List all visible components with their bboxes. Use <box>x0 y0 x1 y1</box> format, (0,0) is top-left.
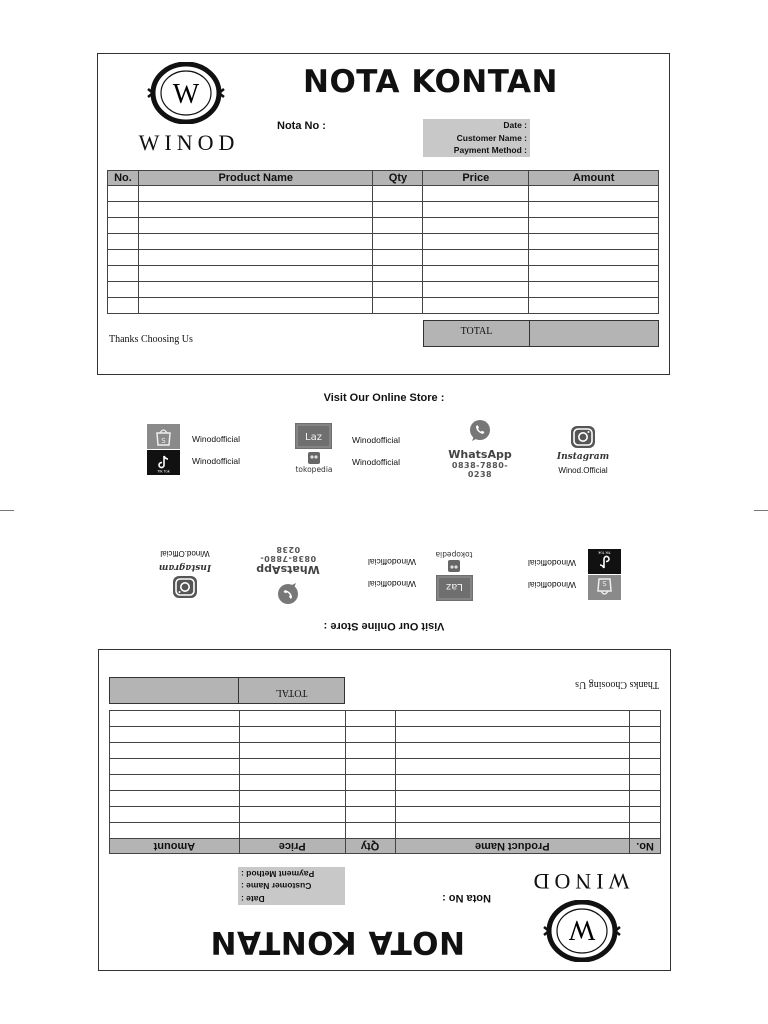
table-cell[interactable] <box>630 775 661 791</box>
svg-text:W: W <box>172 79 200 110</box>
items-table <box>107 170 659 314</box>
table-row <box>108 218 659 234</box>
customer-name-label: Customer Name : <box>456 132 527 143</box>
table-cell[interactable] <box>110 743 240 759</box>
whatsapp-number: 0838-7880-0238 <box>259 545 317 563</box>
table-cell[interactable] <box>395 743 630 759</box>
table-cell[interactable] <box>529 218 659 234</box>
table-cell[interactable] <box>138 266 373 282</box>
col-header-qty: Qty <box>345 839 395 854</box>
whatsapp-block <box>248 545 328 605</box>
table-cell[interactable] <box>239 823 345 839</box>
whatsapp-icon <box>467 419 493 443</box>
table-cell[interactable] <box>108 218 139 234</box>
table-cell[interactable] <box>395 823 630 839</box>
table-cell[interactable] <box>110 807 240 823</box>
col-header-no: No. <box>630 839 661 854</box>
table-cell[interactable] <box>239 727 345 743</box>
instagram-handle: Winod.Official <box>558 466 608 475</box>
visit-store-heading: Visit Our Online Store : <box>323 620 445 632</box>
table-cell[interactable] <box>345 775 395 791</box>
table-cell[interactable] <box>529 250 659 266</box>
table-cell[interactable] <box>423 282 529 298</box>
table-cell[interactable] <box>138 298 373 314</box>
table-cell[interactable] <box>423 186 529 202</box>
invoice-title: NOTA KONTAN <box>210 924 465 960</box>
table-cell[interactable] <box>529 282 659 298</box>
whatsapp-label: WhatsApp <box>448 448 512 461</box>
col-header-no: No. <box>108 171 139 186</box>
lazada-icon <box>436 575 473 601</box>
total-value-field[interactable] <box>110 678 238 703</box>
table-cell[interactable] <box>373 202 423 218</box>
svg-text:Tik Tok: Tik Tok <box>598 550 611 556</box>
table-cell[interactable] <box>423 298 529 314</box>
table-cell[interactable] <box>395 759 630 775</box>
nota-number-label: Nota No : <box>277 120 326 132</box>
thanks-text: Thanks Choosing Us <box>575 679 659 690</box>
table-cell[interactable] <box>108 250 139 266</box>
customer-meta-box <box>238 867 345 905</box>
total-label: TOTAL <box>238 678 344 703</box>
tokopedia-handle: Winodofficial <box>352 457 401 467</box>
shopee-handle: Winodofficial <box>527 580 576 590</box>
table-cell[interactable] <box>529 266 659 282</box>
customer-name-label: Customer Name : <box>241 881 312 892</box>
lazada-handle: Winodofficial <box>352 435 401 445</box>
table-cell[interactable] <box>239 711 345 727</box>
table-cell[interactable] <box>138 250 373 266</box>
table-cell[interactable] <box>630 743 661 759</box>
table-cell[interactable] <box>110 759 240 775</box>
table-cell[interactable] <box>395 727 630 743</box>
table-cell[interactable] <box>345 807 395 823</box>
table-row <box>110 775 661 791</box>
table-row <box>108 234 659 250</box>
table-cell[interactable] <box>630 823 661 839</box>
table-cell[interactable] <box>630 807 661 823</box>
table-row <box>110 759 661 775</box>
total-value-field[interactable] <box>530 321 658 346</box>
tokopedia-handle: Winodofficial <box>367 557 416 567</box>
table-cell[interactable] <box>395 711 630 727</box>
svg-text:tokopedia: tokopedia <box>435 550 473 559</box>
lazada-icon <box>295 423 332 449</box>
svg-text:Tik Tok: Tik Tok <box>157 468 170 474</box>
items-table <box>109 710 661 854</box>
table-cell[interactable] <box>423 234 529 250</box>
date-label: Date : <box>503 120 527 130</box>
table-cell[interactable] <box>373 218 423 234</box>
instagram-icon <box>568 425 598 449</box>
total-label: TOTAL <box>424 321 530 346</box>
tokopedia-icon <box>293 451 335 475</box>
date-label: Date : <box>241 894 265 904</box>
table-row <box>108 186 659 202</box>
visit-store-heading: Visit Our Online Store : <box>323 392 445 404</box>
table-cell[interactable] <box>138 282 373 298</box>
logo-wordmark: WINOD <box>138 130 240 155</box>
table-cell[interactable] <box>110 823 240 839</box>
table-cell[interactable] <box>110 775 240 791</box>
table-cell[interactable] <box>373 282 423 298</box>
table-cell[interactable] <box>239 743 345 759</box>
table-row <box>108 282 659 298</box>
col-header-price: Price <box>423 171 529 186</box>
table-cell[interactable] <box>345 743 395 759</box>
table-cell[interactable] <box>529 234 659 250</box>
tiktok-icon <box>588 549 621 574</box>
table-cell[interactable] <box>630 791 661 807</box>
tiktok-handle: Winodofficial <box>192 456 241 466</box>
svg-text:S: S <box>602 579 607 587</box>
table-cell[interactable] <box>108 282 139 298</box>
instagram-handle: Winod.Official <box>160 549 210 558</box>
tiktok-icon <box>147 450 180 475</box>
table-cell[interactable] <box>529 202 659 218</box>
customer-meta-box <box>423 119 530 157</box>
svg-text:tokopedia: tokopedia <box>295 465 333 474</box>
table-cell[interactable] <box>423 250 529 266</box>
table-cell[interactable] <box>110 711 240 727</box>
table-cell[interactable] <box>423 202 529 218</box>
table-cell[interactable] <box>423 218 529 234</box>
lazada-handle: Winodofficial <box>367 579 416 589</box>
table-cell[interactable] <box>395 807 630 823</box>
table-cell[interactable] <box>108 298 139 314</box>
table-cell[interactable] <box>345 711 395 727</box>
table-cell[interactable] <box>395 775 630 791</box>
thanks-text: Thanks Choosing Us <box>109 334 193 345</box>
table-cell[interactable] <box>345 727 395 743</box>
table-cell[interactable] <box>239 775 345 791</box>
table-cell[interactable] <box>108 202 139 218</box>
table-row <box>110 823 661 839</box>
table-row <box>110 727 661 743</box>
col-header-amount: Amount <box>529 171 659 186</box>
table-cell[interactable] <box>423 266 529 282</box>
table-cell[interactable] <box>373 298 423 314</box>
invoice-title: NOTA KONTAN <box>303 64 558 100</box>
table-cell[interactable] <box>239 807 345 823</box>
total-box <box>109 677 345 704</box>
table-cell[interactable] <box>138 234 373 250</box>
shopee-handle: Winodofficial <box>192 434 241 444</box>
svg-text:Laz: Laz <box>446 581 463 592</box>
total-box <box>423 320 659 347</box>
instagram-block <box>550 425 616 475</box>
table-cell[interactable] <box>529 298 659 314</box>
instagram-icon <box>170 575 200 599</box>
table-cell[interactable] <box>239 791 345 807</box>
payment-method-label: Payment Method : <box>453 145 527 155</box>
table-cell[interactable] <box>138 218 373 234</box>
table-cell[interactable] <box>373 266 423 282</box>
nota-number-label: Nota No : <box>442 892 491 904</box>
table-row <box>108 250 659 266</box>
receipt-bottom-copy-rotated <box>0 512 768 1024</box>
payment-method-label: Payment Method : <box>241 869 315 879</box>
logo-wordmark: WINOD <box>528 869 630 894</box>
svg-text:W: W <box>568 914 596 945</box>
table-row <box>110 711 661 727</box>
table-cell[interactable] <box>345 823 395 839</box>
table-row <box>108 202 659 218</box>
table-cell[interactable] <box>529 186 659 202</box>
table-cell[interactable] <box>110 727 240 743</box>
table-row <box>110 743 661 759</box>
table-row <box>108 266 659 282</box>
col-header-product: Product Name <box>138 171 373 186</box>
instagram-label: Instagram <box>158 562 212 572</box>
table-cell[interactable] <box>110 791 240 807</box>
logo-emblem-icon <box>542 900 622 962</box>
table-row <box>108 298 659 314</box>
whatsapp-number: 0838-7880-0238 <box>451 461 509 479</box>
col-header-product: Product Name <box>395 839 630 854</box>
col-header-amount: Amount <box>110 839 240 854</box>
logo-emblem-icon <box>146 62 226 124</box>
table-cell[interactable] <box>108 234 139 250</box>
table-cell[interactable] <box>395 791 630 807</box>
tokopedia-icon <box>433 549 475 573</box>
table-cell[interactable] <box>345 759 395 775</box>
whatsapp-block <box>440 419 520 479</box>
col-header-qty: Qty <box>373 171 423 186</box>
table-cell[interactable] <box>239 759 345 775</box>
tiktok-handle: Winodofficial <box>527 558 576 568</box>
table-cell[interactable] <box>108 186 139 202</box>
table-cell[interactable] <box>373 186 423 202</box>
table-row <box>110 791 661 807</box>
table-cell[interactable] <box>138 202 373 218</box>
table-cell[interactable] <box>108 266 139 282</box>
table-cell[interactable] <box>373 234 423 250</box>
shopee-bag-icon <box>147 424 180 449</box>
table-cell[interactable] <box>345 791 395 807</box>
shopee-bag-icon <box>588 575 621 600</box>
svg-text:S: S <box>161 437 166 445</box>
table-cell[interactable] <box>373 250 423 266</box>
table-cell[interactable] <box>630 759 661 775</box>
table-cell[interactable] <box>630 711 661 727</box>
whatsapp-label: WhatsApp <box>256 563 320 576</box>
svg-text:Laz: Laz <box>305 432 322 443</box>
instagram-block <box>152 549 218 599</box>
table-row <box>110 807 661 823</box>
whatsapp-icon <box>275 581 301 605</box>
table-cell[interactable] <box>138 186 373 202</box>
col-header-price: Price <box>239 839 345 854</box>
table-cell[interactable] <box>630 727 661 743</box>
instagram-label: Instagram <box>556 452 610 462</box>
